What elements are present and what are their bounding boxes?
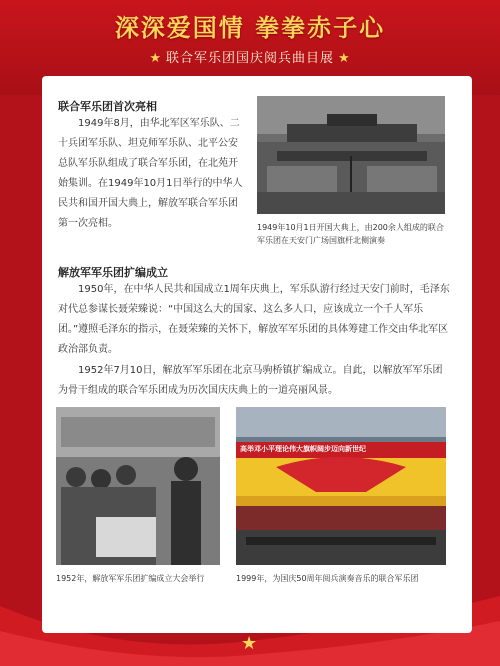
page-subtitle [0, 47, 500, 66]
photo-1999-caption: 1999年，为国庆50周年阅兵演奏音乐的联合军乐团 [236, 574, 419, 583]
subtitle-text: 联合军乐团国庆阅兵曲目展 [165, 51, 334, 66]
section2-paragraph-1: 1950年，在中华人民共和国成立1周年庆典上，军乐队游行经过天安门前时，毛泽东对代总参谋长聂荣臻说：“中国这么大的国家、这么多人口，应该成立一个千人军乐团。”遵照毛泽东的指示，在聂荣臻的关怀下，解放军军乐团的具体筹建工作交由华北军区政治部负责。 [58, 284, 450, 355]
photo-1999-parade [236, 407, 446, 565]
section1-heading: 联合军乐团首次亮相 [58, 100, 157, 113]
photo-1949-caption: 1949年10月1日开国大典上，由200余人组成的联合军乐团在天安门广场国旗杆北侧演奏 [257, 223, 444, 245]
star-icon-bottom: ★ [241, 633, 258, 654]
section2-paragraph-2: 1952年7月10日，解放军军乐团在北京马驹桥镇扩编成立。自此，以解放军军乐团为骨干组成的联合军乐团成为历次国庆庆典上的一道亮丽风景。 [58, 365, 443, 396]
star-icon-left: ★ [149, 51, 162, 66]
section2-heading: 解放军军乐团扩编成立 [58, 266, 168, 279]
photo-1949-ceremony [257, 96, 445, 214]
section1-paragraph: 1949年8月，由华北军区军乐队、二十兵团军乐队、坦克师军乐队、北平公安总队军乐队组成了联合军乐团，在北苑开始集训。在1949年10月1日举行的中华人民共和国开国大典上，解放军联合军乐团第一次亮相。 [58, 118, 243, 229]
star-icon-right: ★ [338, 51, 351, 66]
photo-1952-caption: 1952年，解放军军乐团扩编成立大会举行 [56, 574, 205, 583]
page-title: 深深爱国情 拳拳赤子心 [114, 14, 386, 42]
content-card [42, 76, 472, 633]
photo-1999-banner-text: 高举邓小平理论伟大旗帜阔步迈向新世纪 [240, 445, 366, 453]
photo-1952-founding [56, 407, 220, 565]
